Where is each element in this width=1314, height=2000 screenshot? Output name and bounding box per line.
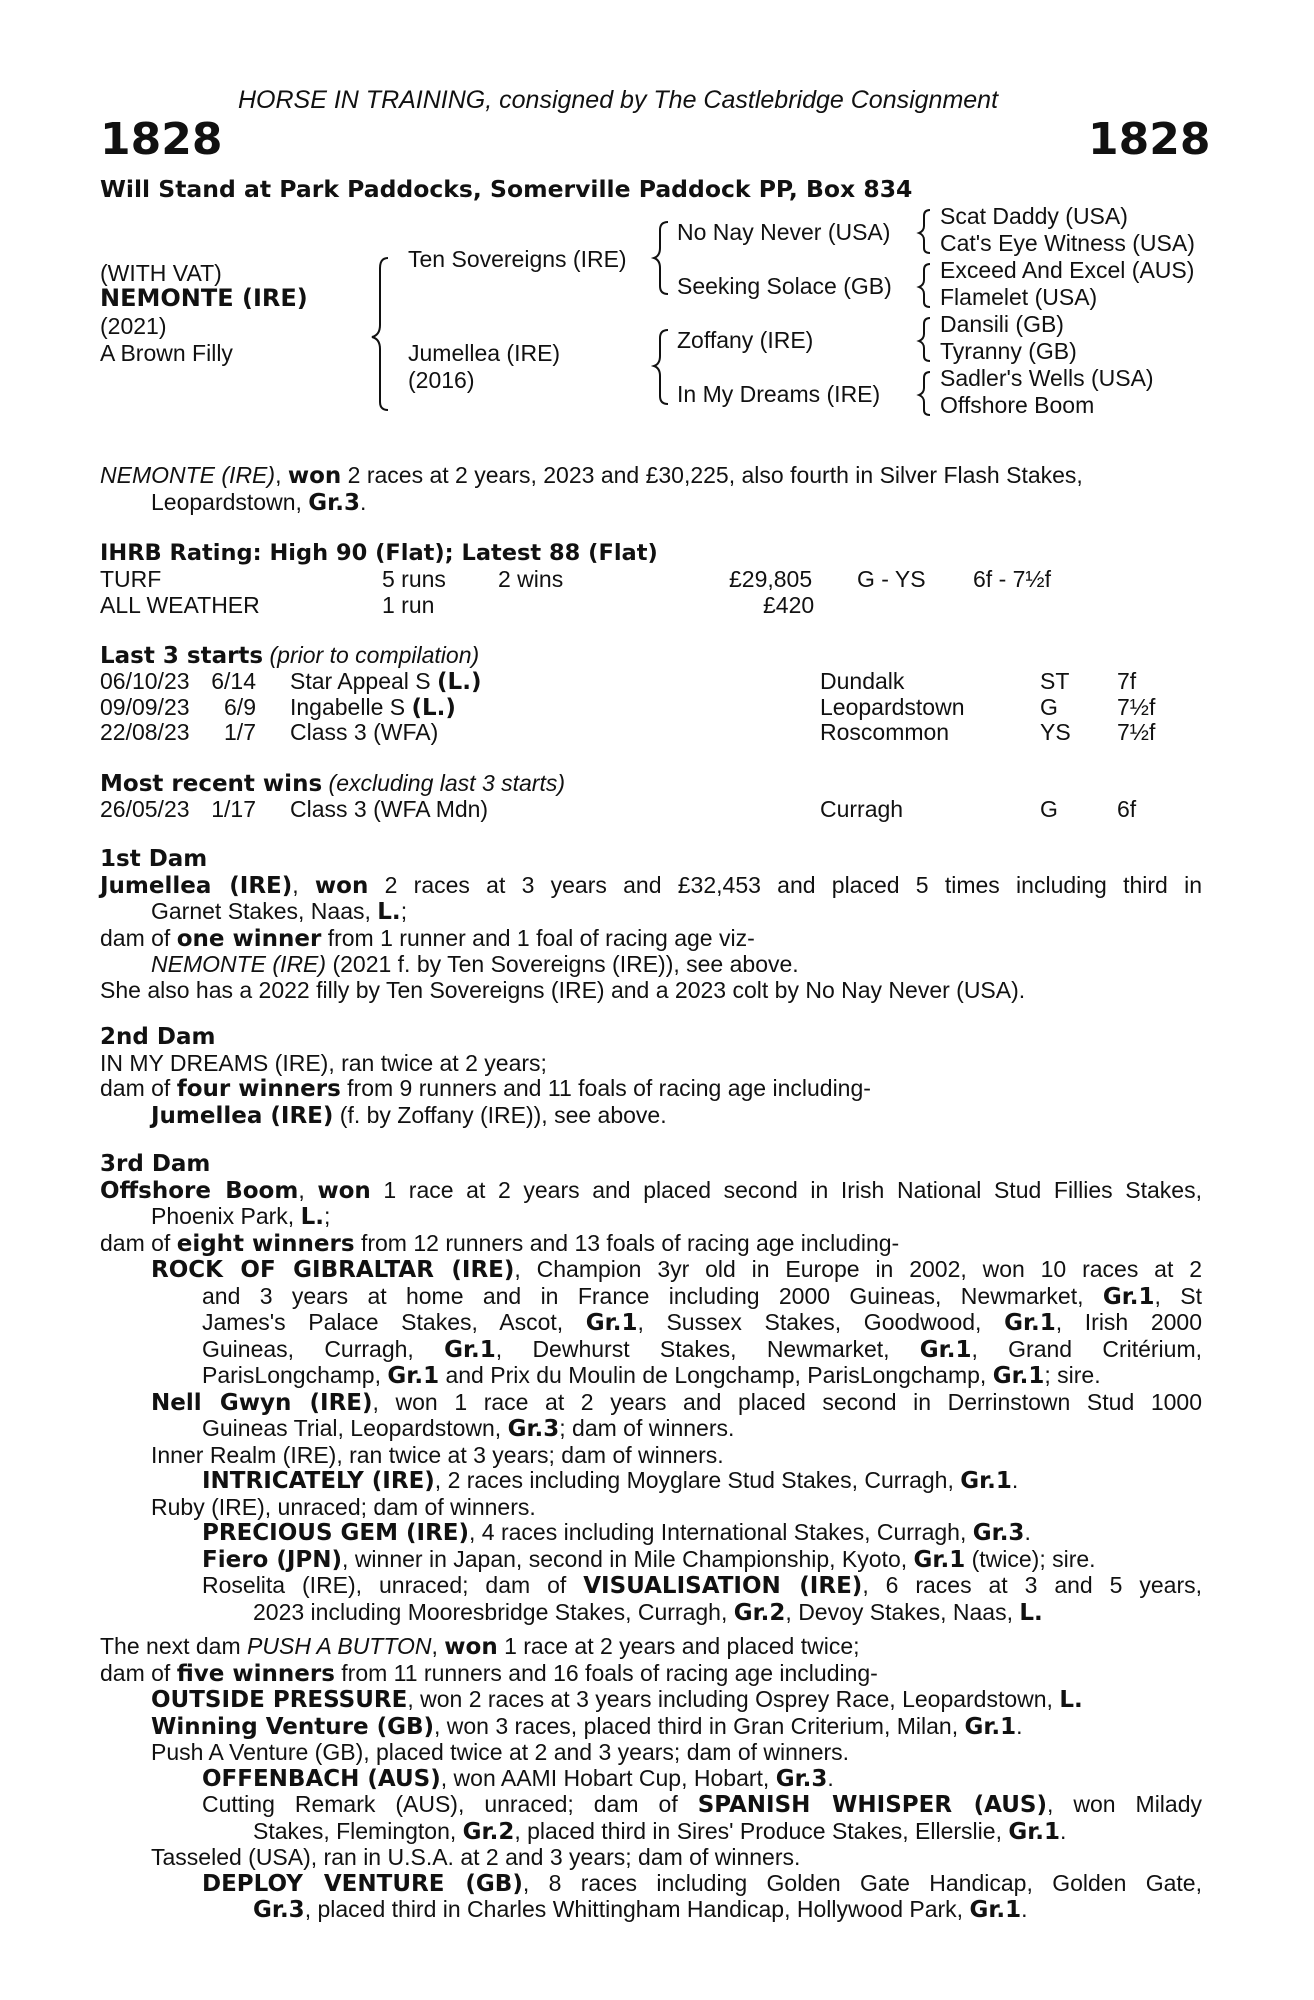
last3-row-2-going: YS [1040,719,1071,745]
last3-row-1-pos: 6/9 [224,693,256,720]
last3-row-2-course: Roscommon [820,719,950,745]
first-dam-heading: 1st Dam [100,846,208,872]
last3-row-0-race: Star Appeal S (L.) [290,668,482,695]
gg-brace-3 [919,318,930,361]
pedigree-gg-2: Cat's Eye Witness (USA) [940,230,1195,256]
last3-row-0-dist: 7f [1117,668,1137,694]
lot-number-left: 1828 [100,114,223,165]
pedigree-gg-8: Offshore Boom [940,392,1095,418]
recent-row-0-race: Class 3 (WFA Mdn) [290,796,489,822]
gg-brace-2 [919,264,930,307]
last3-row-2-race: Class 3 (WFA) [290,719,439,745]
pedigree-dam-year: (2016) [408,367,475,393]
rating-heading: IHRB Rating: High 90 (Flat); Latest 88 (Flat) [100,540,658,566]
last3-row-2-date: 22/08/23 [100,719,190,745]
consignor-line: HORSE IN TRAINING, consigned by The Castlebridge Consignment [238,86,999,114]
pedigree-dam-dam: In My Dreams (IRE) [677,381,881,407]
recent-row-0-date: 26/05/23 [100,796,190,822]
last3-heading-line: Last 3 starts (prior to compilation) [100,642,480,669]
summary-text: 2 races at 2 years, 2023 and £30,225, also fourth in Silver Flash Stakes, [341,462,1083,488]
summary-horse-name: NEMONTE (IRE) [100,462,276,488]
last3-row-1-race: Ingabelle S (L.) [290,693,456,721]
rating-aw-surface: ALL WEATHER [100,592,260,618]
last3-row-2-pos: 1/7 [224,719,256,745]
dam-brace [654,330,668,404]
next-dam-section: The next dam PUSH A BUTTON, won 1 race at 2 years and placed twice; dam of five winners from 11 runners and 16 foals of racing age including- OUTSIDE PRESSURE, won 2 races at 3 years including Osprey Race, Leopardstown, L. Winning Venture (GB), won 3 races, placed third in Gran Criterium, Milan, Gr.1. Push A Venture (GB), placed twice at 2 and 3 years; dam of winners. OFFENBACH (AUS), won AAMI Hobart Cup, Hobart, Gr.3. Cutting Remark (AUS), unraced; dam of SPANISH WHISPER (AUS), won Milady Stakes, Flemington, Gr.2, placed third in Sires' Produce Stakes, Ellerslie, Gr.1. Tasseled (USA), ran in U.S.A. at 2 and 3 years; dam of winners. DEPLOY VENTURE (GB), 8 races including Golden Gate Handicap, Golden Gate, Gr.3, placed third in Charles Whittingham Handicap, Hollywood Park, Gr.1. [100,1633,1203,1923]
recent-row-0-course: Curragh [820,796,904,822]
sire-brace [654,222,668,294]
last3-row-1-date: 09/09/23 [100,693,190,720]
last3-row-0-going: ST [1040,668,1070,694]
rating-turf-wins: 2 wins [498,566,564,592]
pedigree-sire-dam: Seeking Solace (GB) [677,273,892,299]
rating-aw-runs: 1 run [382,592,435,618]
lot-number-right: 1828 [1088,114,1211,165]
pedigree-sire: Ten Sovereigns (IRE) [408,246,627,272]
pedigree-gg-5: Dansili (GB) [940,311,1064,337]
pedigree-sire-sire: No Nay Never (USA) [677,219,891,245]
horse-name: NEMONTE (IRE) [100,284,308,312]
last3-row-0-date: 06/10/23 [100,668,190,694]
rating-turf-dist: 6f - 7½f [973,566,1051,592]
pedigree-gg-7: Sadler's Wells (USA) [940,365,1154,391]
first-dam-section: 1st Dam Jumellea (IRE), won 2 races at 3 years and £32,453 and placed 5 times including third in Garnet Stakes, Naas, L.; dam of one winner from 1 runner and 1 foal of racing age viz- NEMONTE (IRE) (2021 f. by Ten Sovereigns (IRE)), see above. She also has a 2022 filly by Ten Sovereigns (IRE) and a 2023 colt by No Nay Never (USA). [100,846,1202,1003]
gg-brace-1 [919,210,930,253]
last3-row-1-going: G [1040,693,1058,720]
third-dam-heading: 3rd Dam [100,1151,211,1177]
horse-year: (2021) [100,313,167,339]
recent-row-0-pos: 1/17 [211,796,256,822]
second-dam-section: 2nd Dam IN MY DREAMS (IRE), ran twice at 2 years; dam of four winners from 9 runners and 11 foals of racing age including- Jumellea (IRE) (f. by Zoffany (IRE)), see above. [100,1025,1202,1129]
last3-row-1-dist: 7½f [1117,693,1156,720]
rating-turf-going: G - YS [857,566,926,592]
horse-description: A Brown Filly [100,340,233,366]
recent-heading-line: Most recent wins (excluding last 3 starts) [100,770,566,797]
main-brace [372,258,388,410]
pedigree-dam: Jumellea (IRE) [408,340,561,366]
last3-row-2-dist: 7½f [1117,719,1156,745]
pedigree-gg-1: Scat Daddy (USA) [940,203,1128,229]
rating-aw-prize: £420 [763,592,815,618]
summary-won: won [287,463,342,489]
last3-row-0-course: Dundalk [820,668,905,694]
rating-turf-surface: TURF [100,566,162,592]
last3-row-0-pos: 6/14 [211,668,256,694]
pedigree-dam-sire: Zoffany (IRE) [677,327,814,353]
third-dam-section: 3rd Dam Offshore Boom, won 1 race at 2 years and placed second in Irish National Stud Fillies Stakes, Phoenix Park, L.; dam of eight winners from 12 runners and 13 foals of racing age including- ROCK OF GIBRALTAR (IRE), Champion 3yr old in Europe in 2002, won 10 races at 2 and 3 years at home and in France including 2000 Guineas, Newmarket, Gr.1, St James's Palace Stakes, Ascot, Gr.1, Sussex Stakes, Goodwood, Gr.1, Irish 2000 Guineas, Curragh, Gr.1, Dewhurst Stakes, Newmarket, Gr.1, Grand Critérium, ParisLongchamp, Gr.1 and Prix du Moulin de Longchamp, ParisLongchamp, Gr.1; sire. Nell Gwyn (IRE), won 1 race at 2 years and placed second in Derrinstown Stud 1000 Guineas Trial, Leopardstown, Gr.3; dam of winners. Inner Realm (IRE), ran twice at 3 years; dam of winners. INTRICATELY (IRE), 2 races including Moyglare Stud Stakes, Curragh, Gr.1. Ruby (IRE), unraced; dam of winners. PRECIOUS GEM (IRE), 4 races including International Stakes, Curragh, Gr.3. Fiero (JPN), winner in Japan, second in Mile Championship, Kyoto, Gr.1 (twice); sire. Roselita (IRE), unraced; dam of VISUALISATION (IRE), 6 races at 3 and 5 years, 2023 including Mooresbridge Stakes, Curragh, Gr.2, Devoy Stakes, Naas, L. [100,1151,1203,1626]
stand-line: Will Stand at Park Paddocks, Somerville Paddock PP, Box 834 [100,175,913,203]
recent-row-0-going: G [1040,796,1058,822]
second-dam-heading: 2nd Dam [100,1024,216,1050]
vat-label: (WITH VAT) [100,260,222,286]
rating-turf-prize: £29,805 [729,566,813,592]
pedigree-gg-4: Flamelet (USA) [940,284,1098,310]
pedigree-gg-6: Tyranny (GB) [940,338,1077,364]
summary-paragraph: NEMONTE (IRE), won 2 races at 2 years, 2023 and £30,225, also fourth in Silver Flash Stakes, Leopardstown, Gr.3. [100,462,1083,516]
rating-turf-runs: 5 runs [382,566,446,592]
recent-row-0-dist: 6f [1117,796,1137,822]
last3-row-1-course: Leopardstown [820,693,965,720]
gg-brace-4 [919,372,930,415]
pedigree-gg-3: Exceed And Excel (AUS) [940,257,1195,283]
